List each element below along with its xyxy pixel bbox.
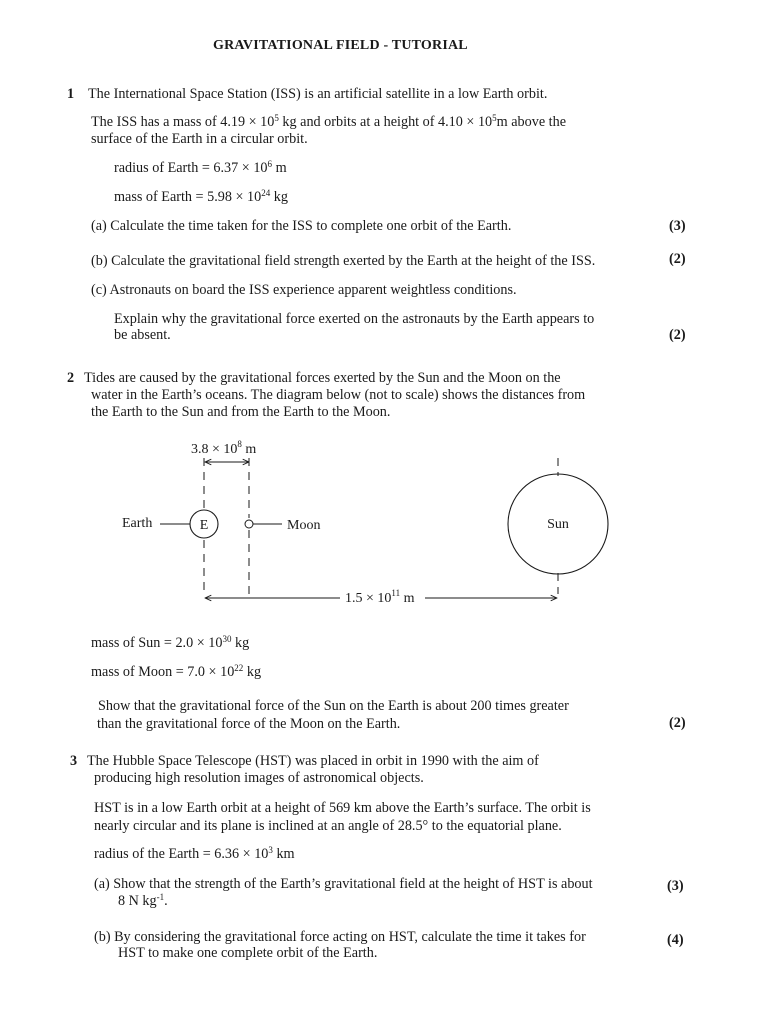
moon-label: Moon bbox=[287, 518, 321, 533]
iss-data-line-2: surface of the Earth in a circular orbit. bbox=[91, 131, 308, 147]
question-2-show-line-2: than the gravitational force of the Moon on the Earth. bbox=[97, 716, 401, 732]
question-1c-explain-line-2: be absent. bbox=[114, 327, 171, 343]
earth-label: Earth bbox=[122, 516, 153, 531]
question-2-line-3: the Earth to the Sun and from the Earth to the Moon. bbox=[91, 404, 391, 420]
question-3b-line-1: (b) By considering the gravitational force acting on HST, calculate the time it takes for bbox=[94, 929, 586, 945]
moon-distance-label: $3.8 \times 10^8$ m bbox=[191, 439, 257, 457]
earth-radius-km: radius of the Earth = $6.36 \times 10^3$ km bbox=[94, 845, 295, 862]
question-1-intro: The International Space Station (ISS) is an artificial satellite in a low Earth orbit. bbox=[88, 86, 548, 102]
question-2-number: 2 bbox=[67, 370, 75, 386]
question-2-line-1: Tides are caused by the gravitational forces exerted by the Sun and the Moon on the bbox=[84, 370, 561, 386]
question-3b-line-2: HST to make one complete orbit of the Earth. bbox=[118, 945, 378, 961]
mass-of-sun: mass of Sun = $2.0 \times 10^{30}$ kg bbox=[91, 634, 250, 651]
earth-radius: radius of Earth = $6.37 \times 10^6$ m bbox=[114, 159, 287, 176]
earth-symbol: E bbox=[199, 518, 209, 533]
question-1a-marks: (3) bbox=[669, 218, 686, 234]
question-1-number: 1 bbox=[67, 86, 75, 102]
question-3-line-1: The Hubble Space Telescope (HST) was placed in orbit in 1990 with the aim of bbox=[87, 753, 539, 769]
moon-circle bbox=[245, 520, 253, 528]
question-1a: (a) Calculate the time taken for the ISS to complete one orbit of the Earth. bbox=[91, 218, 512, 234]
question-1c: (c) Astronauts on board the ISS experience apparent weightless conditions. bbox=[91, 282, 517, 298]
question-3a-marks: (3) bbox=[667, 878, 684, 894]
question-3-number: 3 bbox=[70, 753, 78, 769]
question-1b-marks: (2) bbox=[669, 251, 686, 267]
question-1b: (b) Calculate the gravitational field strength exerted by the Earth at the height of the ISS. bbox=[91, 253, 596, 269]
question-2-show-line-1: Show that the gravitational force of the Sun on the Earth is about 200 times greater bbox=[98, 698, 569, 714]
question-1c-explain-line-1: Explain why the gravitational force exerted on the astronauts by the Earth appears to bbox=[114, 311, 595, 327]
page-title: GRAVITATIONAL FIELD - TUTORIAL bbox=[213, 38, 468, 53]
sun-label: Sun bbox=[547, 517, 569, 532]
question-3a-line-1: (a) Show that the strength of the Earth’s gravitational field at the height of HST is about bbox=[94, 876, 593, 892]
hst-info-line-2: nearly circular and its plane is inclined at an angle of 28.5° to the equatorial plane. bbox=[94, 818, 562, 834]
question-3b-marks: (4) bbox=[667, 932, 684, 948]
mass-of-moon: mass of Moon = $7.0 \times 10^{22}$ kg bbox=[91, 663, 262, 680]
question-2-line-2: water in the Earth’s oceans. The diagram below (not to scale) shows the distances from bbox=[91, 387, 586, 403]
question-2-marks: (2) bbox=[669, 715, 686, 731]
question-3a-line-2: 8 N $kg^{-1}$. bbox=[118, 892, 168, 909]
iss-data-line-1: The ISS has a mass of $4.19 \times 10^5$ kg and orbits at a height of $4.10 \times 10^5m$ above the bbox=[91, 113, 566, 130]
earth-mass: mass of Earth = $5.98 \times 10^{24}$ kg bbox=[114, 188, 288, 205]
question-1c-marks: (2) bbox=[669, 327, 686, 343]
sun-distance-label: $1.5 \times 10^{11}$ m bbox=[345, 588, 415, 606]
question-3-line-2: producing high resolution images of astronomical objects. bbox=[94, 770, 424, 786]
hst-info-line-1: HST is in a low Earth orbit at a height of 569 km above the Earth’s surface. The orbit is bbox=[94, 800, 591, 816]
